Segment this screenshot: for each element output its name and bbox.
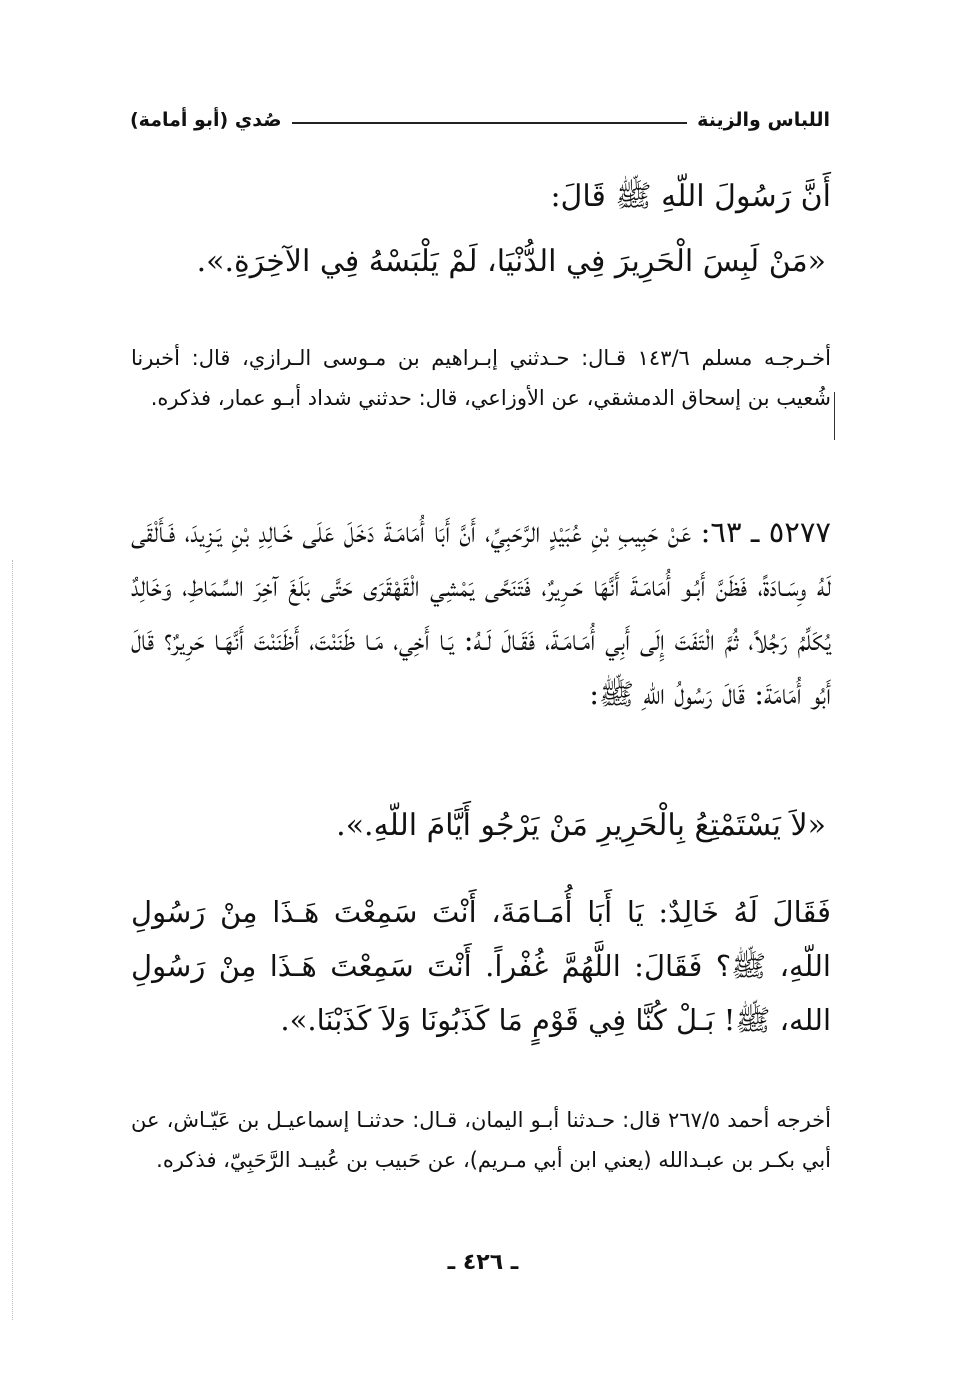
prophetic-quote-2: «لاَ يَسْتَمْتِعُ بِالْحَرِيرِ مَنْ يَرْجُو أَيَّامَ اللّهِ.». — [336, 808, 826, 843]
takhrij-paragraph-2: أخرجه أحمد ٢٦٧/٥ قال: حـدثنا أبـو اليمان، قـال: حدثنـا إسماعيـل بن عَيّـاش، عن أبي بكـر بن عبـدالله (يعني ابن أبي مـريم)، عن حَبيب بن عُبيـد الرَّحَبِيّ، فذكره. — [131, 1108, 831, 1172]
narrator-title: صُدي (أبو أمامة) — [130, 109, 282, 131]
scan-edge — [12, 560, 13, 1320]
takhrij-paragraph-1: أخـرجـه مسلم ١٤٣/٦ قـال: حـدثني إبـراهيم بن مـوسى الـرازي، قال: أخبرنا شُعيب بن إسحاق الدمشقي، عن الأوزاعي، قال: حدثني شداد أبـو عمار، فذكره. — [131, 346, 831, 410]
hadith-narration: ٥٢٧٧ ـ ٦٣: عَنْ حَبِيبِ بْنِ عُبَيْدٍ الرَّحَبِيِّ، أَنَّ أَبَا أُمَامَـةَ دَخَلَ عَلَى خَـالِدِ بْنِ يَـزِيدَ، فَـأَلْقَى لَهُ وِسَـادَةً، فَظَنَّ أَبُـو أُمَامَـةَ أَنَّهَا حَـرِيرٌ، فَتَنَحَّى يَمْشِي الْقَهْقَرَى حَتَّى بَلَغَ آخِرَ السِّمَاطِ، وَخَالِدٌ يُكَلِّمُ رَجُلاً، ثُمَّ الْتَفَتَ إِلَى أَبِي أُمَـامَـةَ، فَقَـالَ لَـهُ: يَـا أَخِي، مَـا ظَنَنْتَ، أَظَنَنْتَ أَنَّهَـا حَرِيرٌ؟ قَالَ أَبُو أُمَامَةَ: قَالَ رَسُولُ اللّهِ ﷺ: — [131, 515, 831, 711]
page-number: ـ ٤٢٦ ـ — [447, 1250, 519, 1275]
margin-mark — [834, 392, 835, 440]
prophetic-quote-1: «مَنْ لَبِسَ الْحَرِيرَ فِي الدُّنْيَا، لَمْ يَلْبَسْهُ فِي الآخِرَةِ.». — [196, 244, 826, 279]
header-rule — [292, 122, 688, 124]
section-title: اللباس والزينة — [697, 109, 830, 131]
hadith-intro: أَنَّ رَسُولَ اللّهِ ﷺ قَالَ: — [550, 179, 831, 214]
running-header — [130, 100, 830, 140]
hadith-dialogue: فَقَالَ لَهُ خَالِدٌ: يَا أَبَا أُمَـامَةَ، أَنْتَ سَمِعْتَ هَـذَا مِنْ رَسُولِ اللّهِ، ﷺ؟ فَقَالَ: اللَّهُمَّ غُفْراً. أَنْتَ سَمِعْتَ هَـذَا مِنْ رَسُولِ الله، ﷺ! بَـلْ كُنَّا فِي قَوْمٍ مَا كَذَبُونَا وَلاَ كَذَبْنَا.». — [131, 895, 831, 1037]
